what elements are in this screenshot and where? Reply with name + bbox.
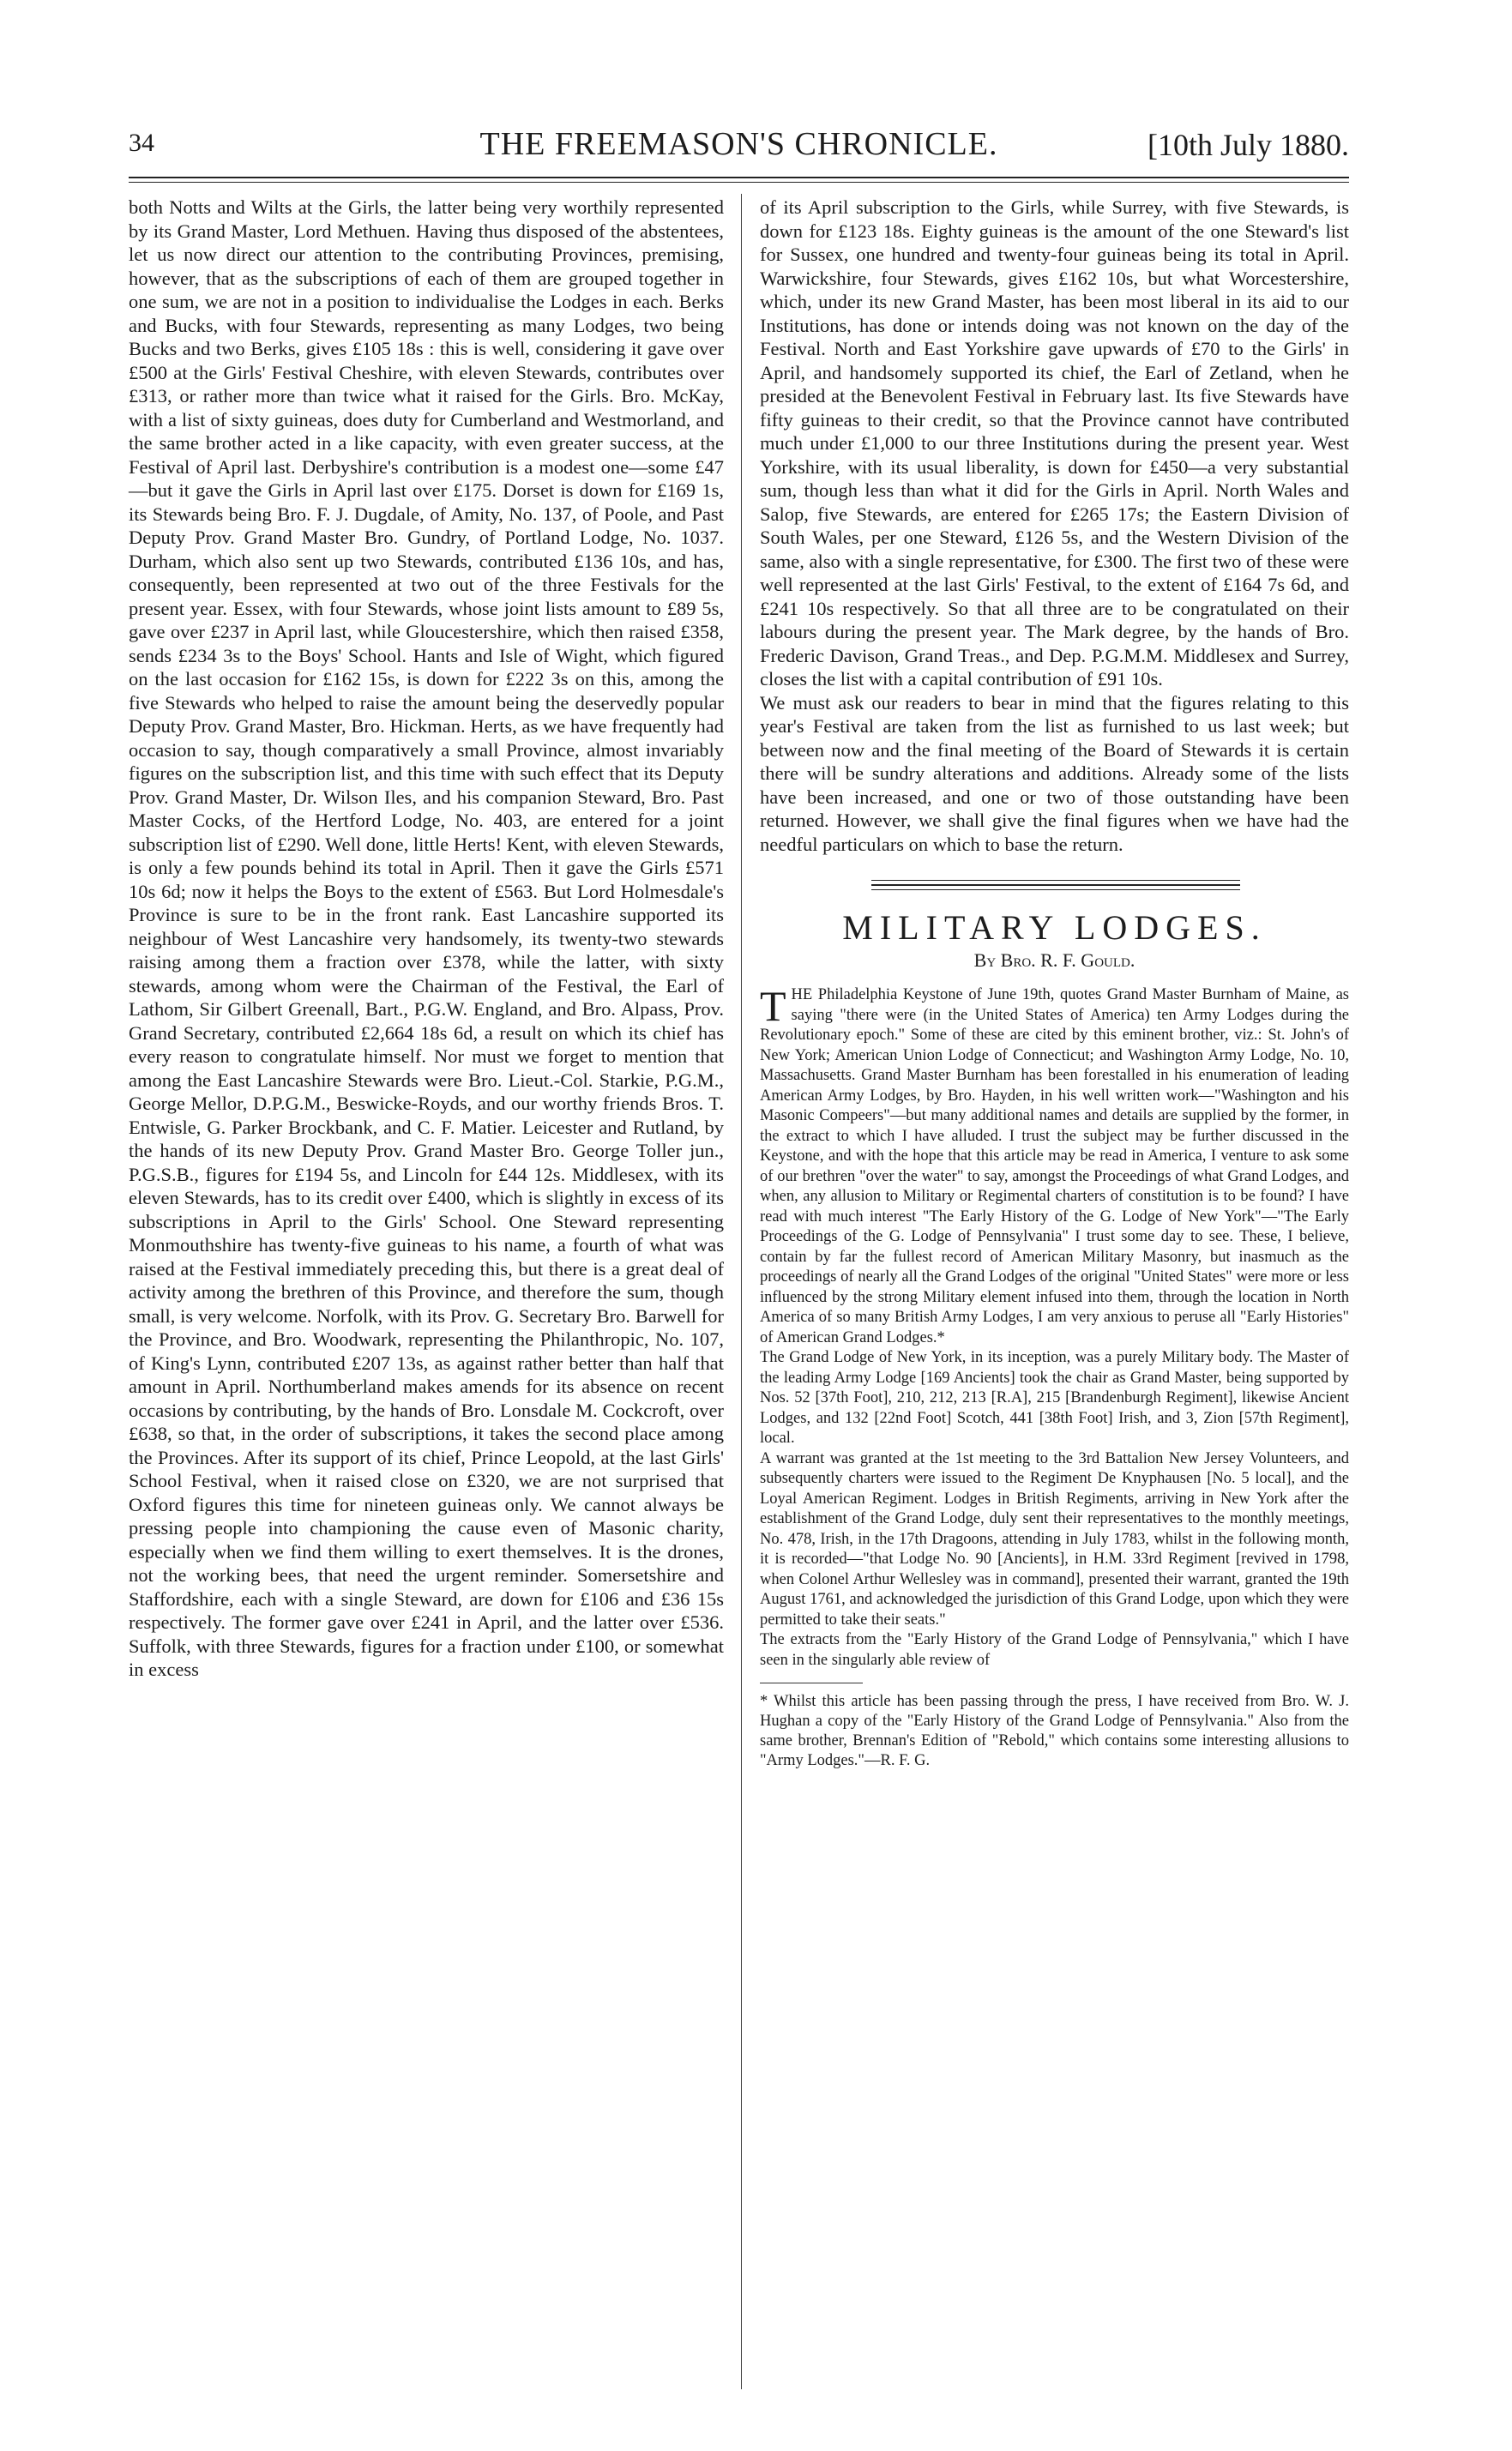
right-column — [760, 196, 1349, 1771]
left-column-text: both Notts and Wilts at the Girls, the latter being very worthily represented by its Grand Master, Lord Methuen. Having thus disposed of the abstentees, let us now direct our attention to the contributing Provinces, premising, however, that as the subscriptions of each of them are grouped together in one sum, we are not in a position to individualise the Lodges in each. Berks and Bucks, with four Stewards, representing as many Lodges, two being Bucks and two Berks, gives £105 18s : this is well, considering it gave over £500 at the Girls' Festival Cheshire, with eleven Stewards, contributes over £313, or rather more than twice what it raised for the Girls. Bro. McKay, with a list of sixty guineas, does duty for Cumberland and Westmorland, and the same brother acted in a like capacity, with even greater success, at the Festival of April last. Derbyshire's contribution is a modest one—some £47—but it gave the Girls in April last over £175. Dorset is down for £169 1s, its Stewards being Bro. F. J. Dugdale, of Amity, No. 137, of Poole, and Past Deputy Prov. Grand Master Bro. Gundry, of Portland Lodge, No. 1037. Durham, which also sent up two Stewards, contributed £136 10s, and has, consequently, been represented at two out of the three Festivals for the present year. Essex, with four Stewards, whose joint lists amount to £89 5s, gave over £237 in April last, while Gloucestershire, which then raised £358, sends £234 3s to the Boys' School. Hants and Isle of Wight, which figured on the last occasion for £162 15s, is down for £222 3s on this, among the five Stewards who helped to raise the amount being the deservedly popular Deputy Prov. Grand Master, Bro. Hickman. Herts, as we have frequently had occasion to say, though comparatively a small Province, almost invariably figures on the subscription list, and this time with such effect that its Deputy Prov. Grand Master, Dr. Wilson Iles, and his companion Steward, Bro. Past Master Cocks, of the Hertford Lodge, No. 403, are entered for a joint subscription list of £290. Well done, little Herts! Kent, with eleven Stewards, is only a few pounds behind its total in April. Then it gave the Girls £571 10s 6d; now it helps the Boys to the extent of £563. But Lord Holmesdale's Province is sure to be in the front rank. East Lancashire supported its neighbour of West Lancashire very handsomely, its twenty-two stewards raising among them a fraction over £378, while the latter, with sixty stewards, among whom were the Chairman of the Festival, the Earl of Lathom, Sir Gilbert Greenall, Bart., P.G.W. England, and Bro. Alpass, Prov. Grand Secretary, contributed £2,664 18s 6d, a result on which its chief has every reason to congratulate himself. Nor must we forget to mention that among the East Lancashire Stewards were Bro. Lieut.-Col. Starkie, P.G.M., George Mellor, D.P.G.M., Beswicke-Royds, and our worthy friends Bros. T. Entwisle, G. Parker Brockbank, and C. F. Matier. Leicester and Rutland, by the hands of its new Deputy Prov. Grand Master Bro. George Toller jun., P.G.S.B., figures for £194 5s, and Lincoln for £44 12s. Middlesex, with its eleven Stewards, has to its credit over £400, which is slightly in excess of its subscriptions in April to the Girls' School. One Steward representing Monmouthshire has twenty-five guineas to his name, a fourth of what was raised at the Festival immediately preceding this, but there is a great deal of activity among the brethren of this Province, and therefore the sum, though small, is very welcome. Norfolk, with its Prov. G. Secretary Bro. Barwell for the Province, and Bro. Woodwark, representing the Philanthropic, No. 107, of King's Lynn, contributed £207 13s, as against rather better than half that amount in April. Northumberland makes amends for its absence on recent occasions by contributing, by the hands of Bro. Lonsdale M. Cockcroft, over £638, so that, in the order of subscriptions, it takes the second place among the Provinces. After its support of its chief, Prince Leopold, at the last Girls' School Festival, when it raised close on £320, we are not surprised that Oxford figures this time for nineteen guineas only. We cannot always be pressing people into championing the cause even of Masonic charity, especially when we find them willing to exert themselves. It is the drones, not the working bees, that need the urgent reminder. Somersetshire and Staffordshire, each with a single Steward, are down for £106 and £36 15s respectively. The former gave over £241 in April, and the latter over £536. Suffolk, with three Stewards, figures for a fraction under £100, or somewhat in excess — [129, 196, 724, 1680]
article-paragraph-4: The extracts from the "Early History of the Grand Lodge of Pennsylvania," which I have seen in the singularly able review of — [760, 1631, 1349, 1669]
column-divider — [741, 194, 742, 2389]
issue-date: [10th July 1880. — [1147, 128, 1349, 162]
article-paragraph-2: The Grand Lodge of New York, in its inception, was a purely Military body. The Master of the leading Army Lodge [169 Ancients] took the chair as Grand Master, being supported by Nos. 52 [37th Foot], 210, 212, 213 [R.A], 215 [Brandenburgh Regiment], likewise Ancient Lodges, and 132 [22nd Foot] Scotch, 441 [38th Foot] Irish, and 3, Zion [57th Regiment], local. — [760, 1349, 1349, 1447]
header-rule-thin — [129, 182, 1349, 183]
article-paragraph-3: A warrant was granted at the 1st meeting to the 3rd Battalion New Jersey Volunteers, and subsequently charters were issued to the Regiment De Knyphausen [No. 5 local], and the Loyal American Regiment. Lodges in British Regiments, arriving in New York after the establishment of the Grand Lodge, duly sent their representatives to the monthly meetings, No. 478, Irish, in the 17th Dragoons, attending in July 1783, whilst in the following month, it is recorded—"that Lodge No. 90 [Ancients], in H.M. 33rd Regiment [revived in 1798, when Colonel Arthur Wellesley was in command], presented their warrant, granted the 19th August 1761, and acknowledged the jurisdiction of this Grand Lodge, upon which they were permitted to take their seats." — [760, 1449, 1349, 1629]
article-body — [760, 982, 1349, 1671]
article-title: MILITARY LODGES. — [842, 908, 1267, 947]
article-byline: By Bro. R. F. Gould. — [973, 948, 1136, 971]
page-header — [129, 125, 1349, 170]
left-column — [129, 196, 724, 1682]
article-paragraph-1: HE Philadelphia Keystone of June 19th, quotes Grand Master Burnham of Maine, as saying "there were (in the United States of America) ten Army Lodges during the Revolutionary epoch." Some of these are cited by this eminent brother, viz.: St. John's of New York; American Union Lodge of Connecticut; and Washington Army Lodge, No. 10, Massachusetts. Grand Master Burnham has been forestalled in his enumeration of leading American Army Lodges, by Bro. Hayden, in his well written work—"Washington and his Masonic Compeers"—but many additional names and details are supplied by the former, in the extract to which I have alluded. I trust the subject may be further discussed in the Keystone, and with the hope that this article may be read in America, I venture to ask some of our brethren "over the water" to say, amongst the Proceedings of what Grand Lodges, and when, any allusion to Military or Regimental charters of constitution is to be found? I have read with much interest "The Early History of the G. Lodge of New York"—"The Early Proceedings of the G. Lodge of Pennsylvania" I trust some day to see. These, I believe, contain by far the fullest record of American Military Masonry, but inasmuch as the proceedings of nearly all the Grand Lodges of the original "United States" were more or less influenced by the strong Military element infused into them, through the location in North America of so many British Army Lodges, I am very anxious to peruse all "Early Histories" of American Grand Lodges.* — [760, 986, 1349, 1346]
page-number: 34 — [129, 129, 154, 157]
section-separator — [760, 880, 1349, 888]
festival-paragraph: of its April subscription to the Girls, while Surrey, with five Stewards, is down for £123 18s. Eighty guineas is the amount of the one Steward's list for Sussex, one hundred and twenty-four guineas being its total in April. Warwickshire, four Stewards, gives £162 10s, but what Worcestershire, which, under its new Grand Master, has been most liberal in its aid to our Institutions, has done or intends doing was not known on the day of the Festival. North and East Yorkshire gave upwards of £70 to the Girls' in April, and handsomely supported its chief, the Earl of Zetland, when he presided at the Benevolent Festival in February last. Its five Stewards have fifty guineas to their credit, so that the Province cannot have contributed much under £1,000 to our three Institutions during the present year. West Yorkshire, with its usual liberality, is down for £450—a very substantial sum, though less than what it did for the Girls in April. North Wales and Salop, five Stewards, are entered for £265 17s; the Eastern Division of South Wales, per one Steward, £126 5s, and the Western Division of the same, also with a single representative, for £300. The first two of these were well represented at the last Girls' Festival, to the extent of £164 7s 6d, and £241 10s respectively. So that all three are to be congratulated on their labours during the present year. The Mark degree, by the hands of Bro. Frederic Davison, Grand Treas., and Dep. P.G.M.M. Middlesex and Surrey, closes the list with a capital contribution of £91 10s. — [760, 196, 1349, 690]
drop-cap: T — [760, 982, 786, 1030]
header-rule — [129, 177, 1349, 178]
readers-note-paragraph: We must ask our readers to bear in mind that the figures relating to this year's Festival are taken from the list as furnished to us last week; but between now and the final meeting of the Board of Stewards it is certain there will be sundry alterations and additions. Already some of the lists have been increased, and one or two of those outstanding have been returned. However, we shall give the final figures when we have had the needful particulars on which to base the return. — [760, 691, 1349, 855]
newspaper-page — [129, 125, 1349, 2389]
footnote: * Whilst this article has been passing through the press, I have received from Bro. W. J. Hughan a copy of the "Early History of the Grand Lodge of Pennsylvania." Also from the same brother, Brennan's Edition of "Rebold," which contains some interesting allusions to "Army Lodges."—R. F. G. — [760, 1693, 1349, 1769]
masthead-title: THE FREEMASON'S CHRONICLE. — [479, 126, 998, 162]
